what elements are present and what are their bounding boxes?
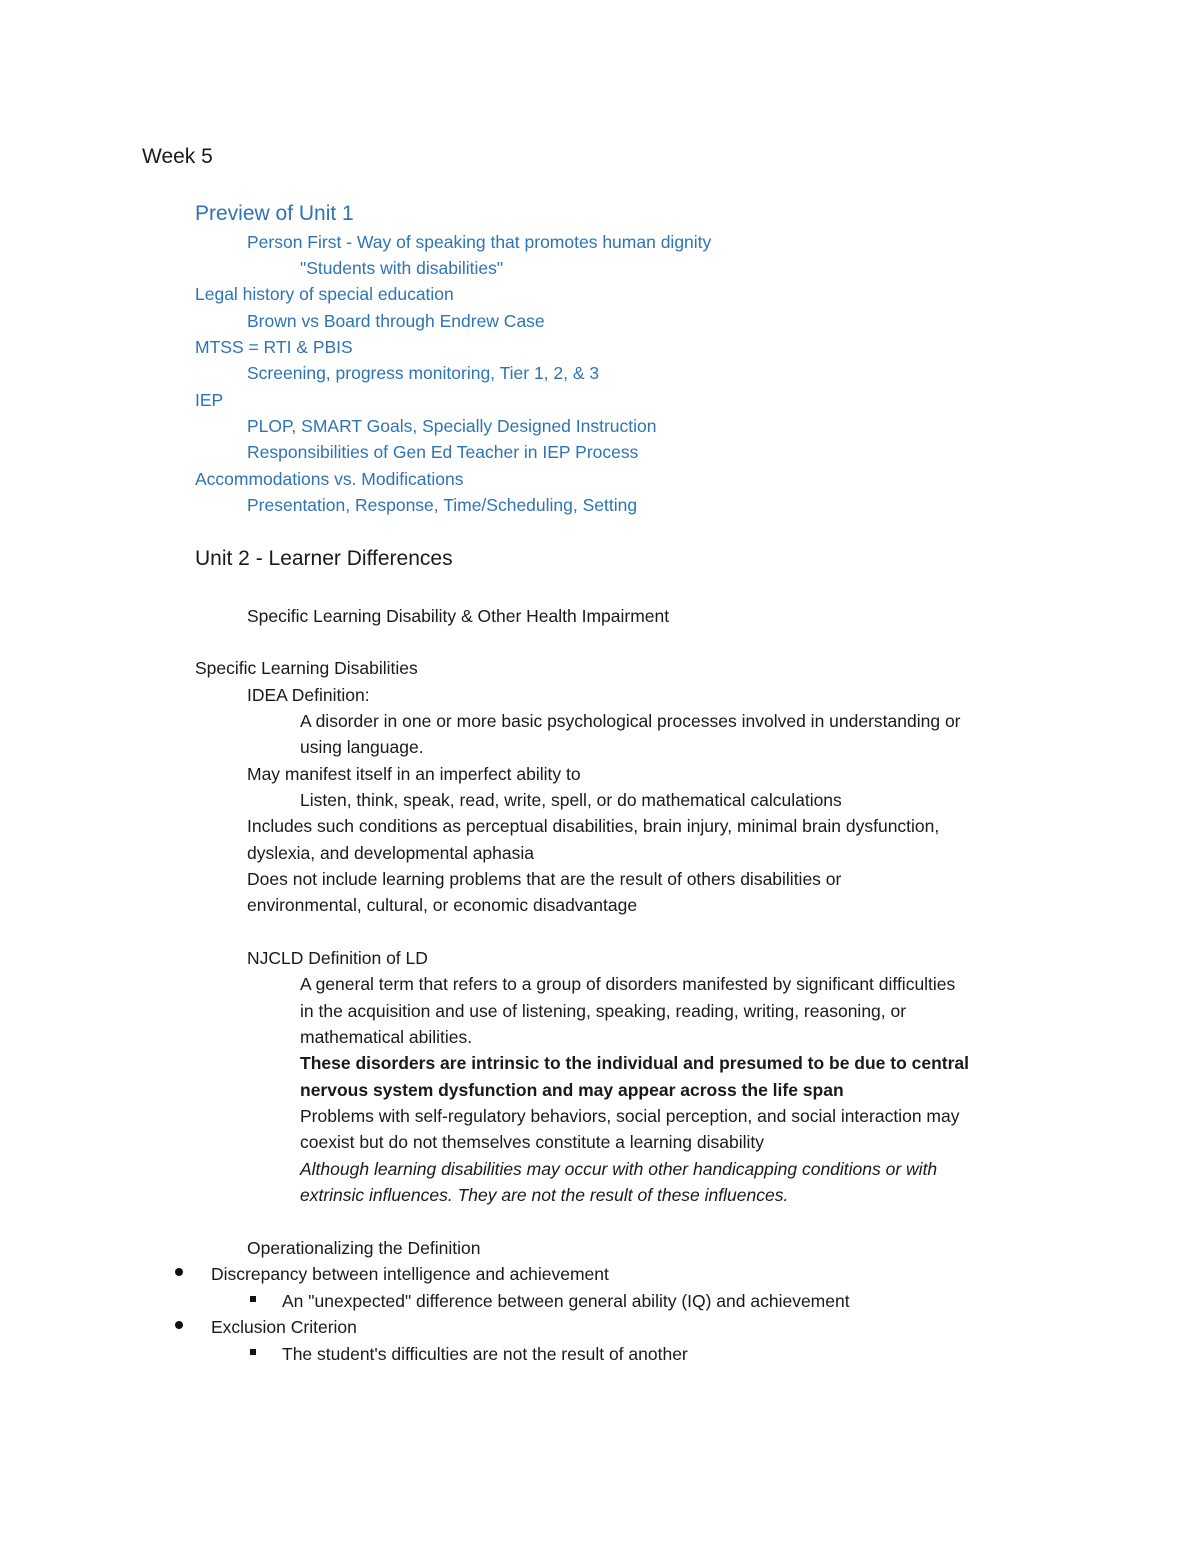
bullet-square-icon	[250, 1349, 256, 1355]
bullet-item: Discrepancy between intelligence and achievement	[211, 1264, 609, 1284]
preview-line: PLOP, SMART Goals, Specially Designed Instruction	[247, 416, 657, 436]
preview-line: Screening, progress monitoring, Tier 1, 2, & 3	[247, 363, 600, 383]
includes-line: Includes such conditions as perceptual disabilities, brain injury, minimal brain dysfunction,	[247, 816, 940, 836]
sub-bullet-item: The student's difficulties are not the result of another	[282, 1344, 688, 1364]
excludes-line: Does not include learning problems that are the result of others disabilities or	[247, 869, 842, 889]
preview-line: IEP	[195, 390, 224, 410]
preview-line: Person First - Way of speaking that promotes human dignity	[247, 232, 712, 252]
preview-line: Accommodations vs. Modifications	[195, 469, 464, 489]
njcld-definition-line: in the acquisition and use of listening, speaking, reading, writing, reasoning, or	[300, 1001, 907, 1021]
preview-line: Legal history of special education	[195, 284, 454, 304]
preview-line: Brown vs Board through Endrew Case	[247, 311, 545, 331]
njcld-definition-line: mathematical abilities.	[300, 1027, 473, 1047]
week-title: Week 5	[142, 145, 213, 168]
preview-line: Presentation, Response, Time/Scheduling, Setting	[247, 495, 638, 515]
idea-definition-line: using language.	[300, 737, 424, 757]
njcld-problems-line: Problems with self-regulatory behaviors, social perception, and social interaction may	[300, 1106, 960, 1126]
unit2-subtitle: Specific Learning Disability & Other Health Impairment	[247, 606, 670, 626]
idea-label: IDEA Definition:	[247, 685, 370, 705]
njcld-bold-line: These disorders are intrinsic to the individual and presumed to be due to central	[300, 1053, 970, 1073]
preview-line: MTSS = RTI & PBIS	[195, 337, 353, 357]
manifest-list: Listen, think, speak, read, write, spell, or do mathematical calculations	[300, 790, 842, 810]
preview-line: Responsibilities of Gen Ed Teacher in IEP Process	[247, 442, 639, 462]
manifest-line: May manifest itself in an imperfect ability to	[247, 764, 581, 784]
njcld-problems-line: coexist but do not themselves constitute a learning disability	[300, 1132, 765, 1152]
sld-heading: Specific Learning Disabilities	[195, 658, 418, 678]
njcld-italic-line: Although learning disabilities may occur with other handicapping conditions or with	[300, 1159, 938, 1179]
excludes-line: environmental, cultural, or economic disadvantage	[247, 895, 638, 915]
bullet-item: Exclusion Criterion	[211, 1317, 357, 1337]
unit2-heading: Unit 2 - Learner Differences	[195, 547, 453, 570]
sub-bullet-item: An "unexpected" difference between general ability (IQ) and achievement	[282, 1291, 850, 1311]
preview-line: "Students with disabilities"	[300, 258, 504, 278]
njcld-definition-line: A general term that refers to a group of disorders manifested by significant difficulties	[300, 974, 956, 994]
bullet-dot-icon	[175, 1268, 183, 1276]
njcld-label: NJCLD Definition of LD	[247, 948, 428, 968]
njcld-italic-line: extrinsic influences. They are not the result of these influences.	[300, 1185, 789, 1205]
bullet-dot-icon	[175, 1321, 183, 1329]
preview-heading: Preview of Unit 1	[195, 202, 354, 225]
includes-line: dyslexia, and developmental aphasia	[247, 843, 534, 863]
idea-definition-line: A disorder in one or more basic psychological processes involved in understanding or	[300, 711, 961, 731]
bullet-square-icon	[250, 1296, 256, 1302]
njcld-bold-line: nervous system dysfunction and may appear across the life span	[300, 1080, 844, 1100]
operational-heading: Operationalizing the Definition	[247, 1238, 481, 1258]
